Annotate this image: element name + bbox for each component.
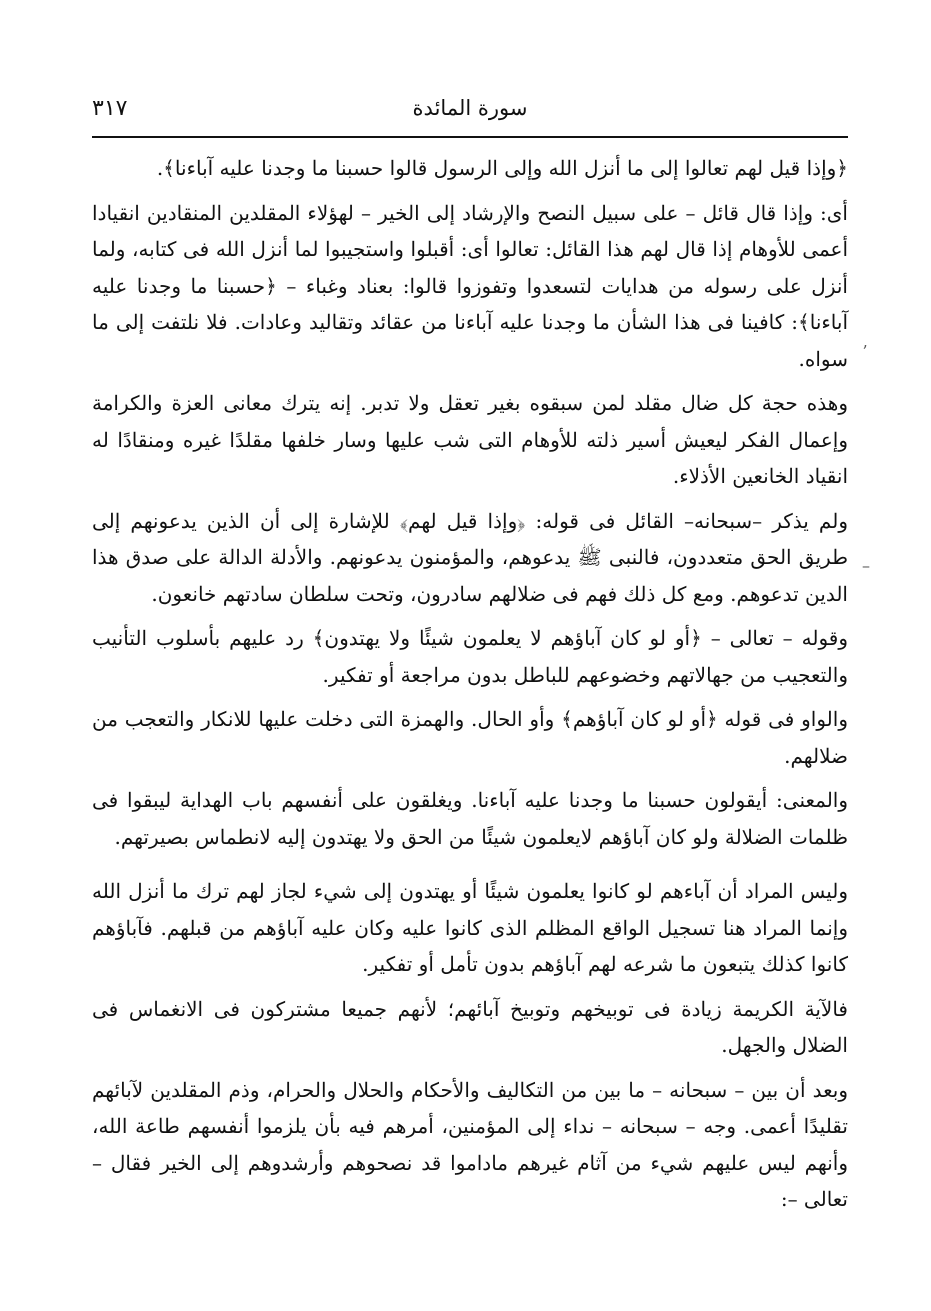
paragraph: أى: وإذا قال قائل – على سبيل النصح والإرشاد إلى الخير – لهؤلاء المقلدين المنقادين انقيادا أعمى للأوهام إذا قال لهم هذا القائل: تعالوا أى: أقبلوا واستجيبوا لما أنزل الله فى كتابه، ولما أنزل على رسوله من هدايات لتسعدوا وتفوزوا قالوا: بعناد وغباء – ﴿حسبنا ما وجدنا عليه آباءنا﴾: كافينا فى هذا الشأن ما وجدنا عليه آباءنا من عقائد وتقاليد وعادات. فلا نلتفت إلى ما سواه. bbox=[92, 200, 848, 371]
paragraph: وهذه حجة كل ضال مقلد لمن سبقوه بغير تعقل ولا تدبر. إنه يترك معانى العزة والكرامة وإعمال الفكر ليعيش أسير ذلته للأوهام التى شب عليها وسار خلفها مقلدًا غيره ومنقادًا له انقياد الخانعين الأذلاء. bbox=[92, 391, 848, 488]
paragraph: ولم يذكر –سبحانه– القائل فى قوله: ﴿وإذا قيل لهم﴾ للإشارة إلى أن الذين يدعونهم إلى طريق الحق متعددون، فالنبى ﷺ يدعوهم، والمؤمنون يدعونهم. والأدلة الدالة على صدق هذا الدين تدعوهم. ومع كل ذلك فهم فى ضلالهم سادرون، وتحت سلطان سادتهم خانعون. bbox=[92, 508, 848, 606]
page-number: ٣١٧ bbox=[92, 96, 128, 121]
paragraph: والمعنى: أيقولون حسبنا ما وجدنا عليه آباءنا. ويغلقون على أنفسهم باب الهداية ليبقوا فى ظلمات الضلالة ولو كان آباؤهم لايعلمون شيئًا من الحق ولا يهتدون إليه لانطماس بصيرتهم. bbox=[92, 788, 848, 849]
paragraph: فالآية الكريمة زيادة فى توبيخهم وتوبيخ آبائهم؛ لأنهم جميعا مشتركون فى الانغماس فى الضلال والجهل. bbox=[92, 996, 848, 1057]
paragraph: وليس المراد أن آباءهم لو كانوا يعلمون شيئًا أو يهتدون إلى شيء لجاز لهم ترك ما أنزل الله وإنما المراد هنا تسجيل الواقع المظلم الذى كانوا عليه وكان عليه آباؤهم من قبلهم. فآباؤهم كانوا كذلك يتبعون ما شرعه لهم آباؤهم بدون تأمل أو تفكير. bbox=[92, 879, 848, 976]
margin-mark: ʼ bbox=[862, 342, 868, 361]
paragraph: وقوله – تعالى – ﴿أو لو كان آباؤهم لا يعلمون شيئًا ولا يهتدون﴾ رد عليهم بأسلوب التأنيب والتعجيب من جهالاتهم وخضوعهم للباطل بدون مراجعة أو تفكير. bbox=[92, 626, 848, 687]
paragraph: وبعد أن بين – سبحانه – ما بين من التكاليف والأحكام والحلال والحرام، وذم المقلدين لآبائهم تقليدًا أعمى. وجه – سبحانه – نداء إلى المؤمنين، أمرهم فيه بأن يلزموا أنفسهم طاعة الله، وأنهم ليس عليهم شيء من آثام غيرهم ماداموا قد نصحوهم وأرشدوهم إلى الخير فقال – تعالى –: bbox=[92, 1077, 848, 1211]
paragraph: والواو فى قوله ﴿أو لو كان آباؤهم﴾ وأو الحال. والهمزة التى دخلت عليها للانكار والتعجب من ضلالهم. bbox=[92, 707, 848, 768]
margin-mark: – bbox=[862, 556, 870, 575]
body-text bbox=[92, 150, 848, 1226]
running-title: سورة المائدة bbox=[412, 96, 528, 120]
paragraph-verse: ﴿وإذا قيل لهم تعالوا إلى ما أنزل الله وإلى الرسول قالوا حسبنا ما وجدنا عليه آباءنا﴾. bbox=[156, 156, 848, 180]
page-header bbox=[92, 92, 848, 132]
header-rule bbox=[92, 136, 848, 138]
